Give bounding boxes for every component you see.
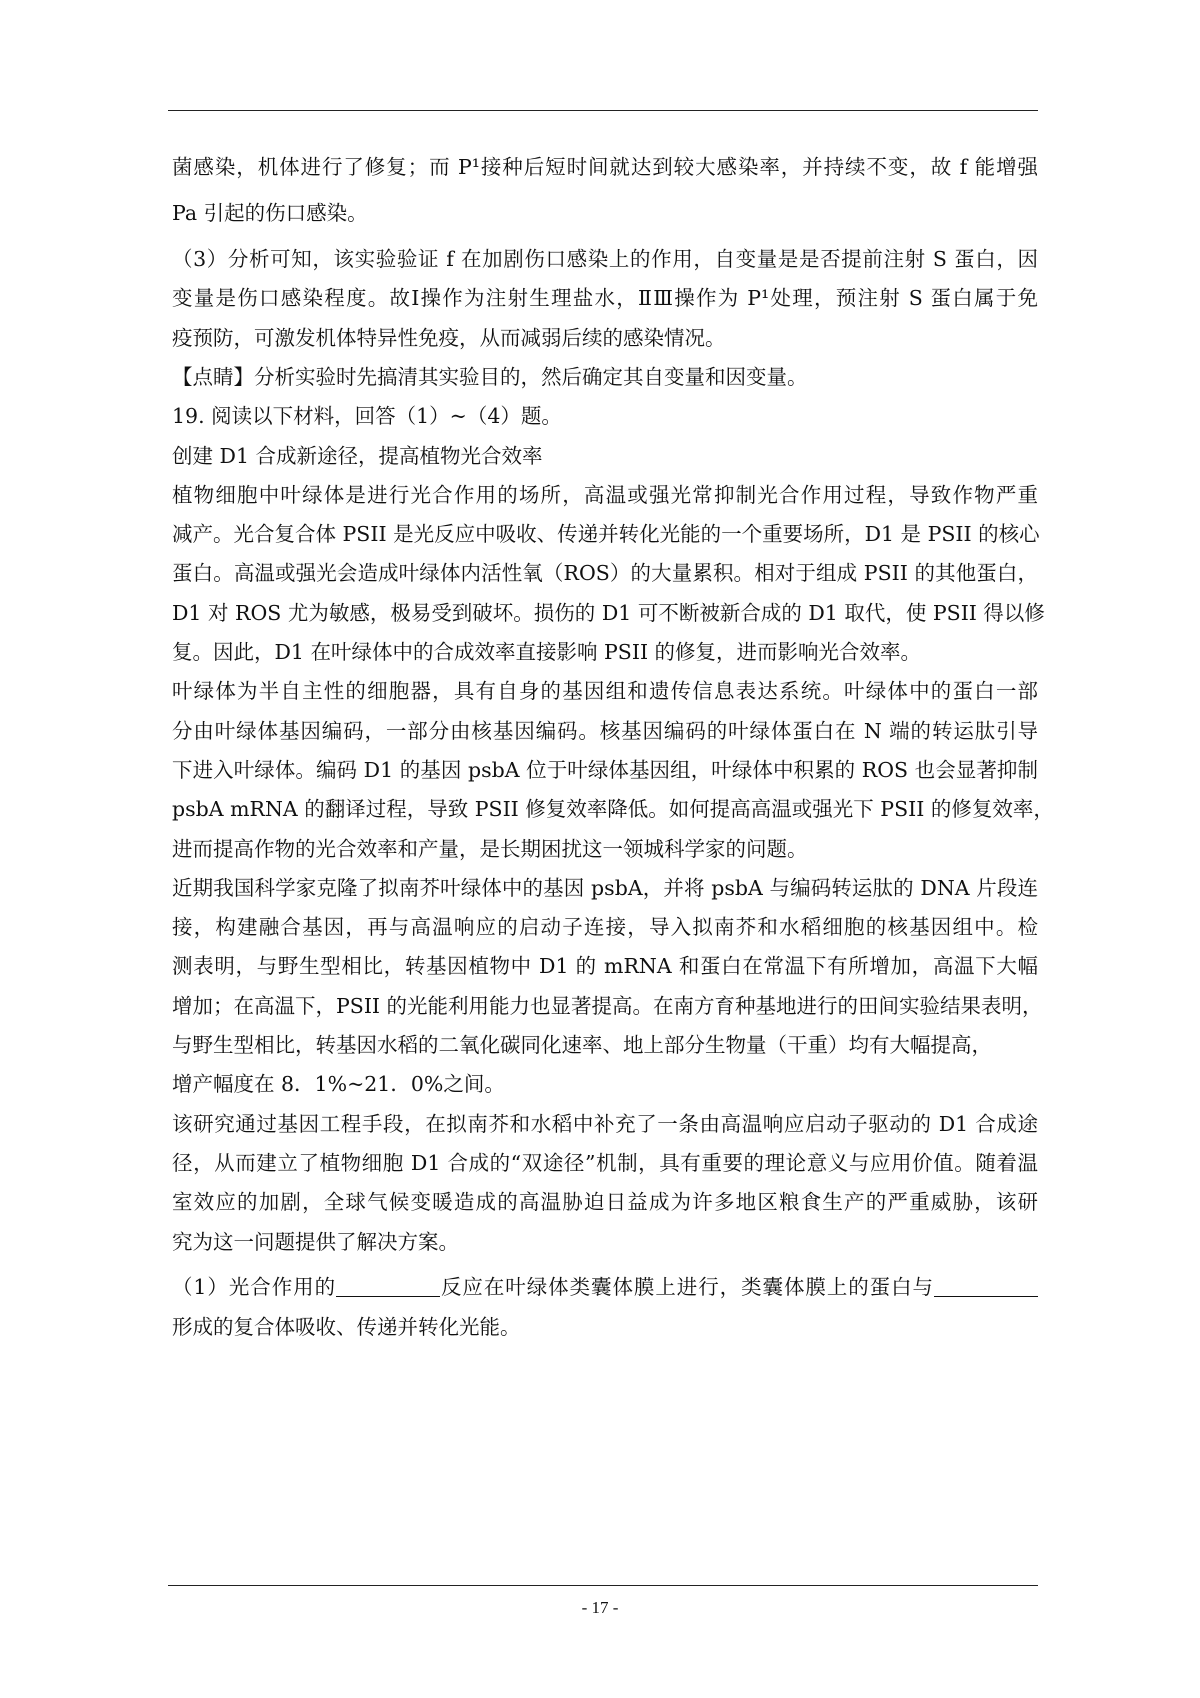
- header-rule: [168, 110, 1038, 111]
- text-line: Pa 引起的伤口感染。: [172, 201, 368, 225]
- text-line: 植物细胞中叶绿体是进行光合作用的场所，高温或强光常抑制光合作用过程，导致作物严重: [172, 482, 1038, 507]
- text-line: 测表明，与野生型相比，转基因植物中 D1 的 mRNA 和蛋白在常温下有所增加，高温下大幅: [172, 954, 1038, 979]
- answer-blank-1[interactable]: [336, 1274, 440, 1297]
- text-line: D1 对 ROS 尤为敏感，极易受到破坏。损伤的 D1 可不断被新合成的 D1 取代，使 PSII 得以修: [172, 600, 1045, 625]
- text-line: 变量是伤口感染程度。故Ⅰ操作为注射生理盐水，ⅡⅢ操作为 P¹处理，预注射 S 蛋白属于免: [172, 286, 1038, 311]
- text-line: 该研究通过基因工程手段，在拟南芥和水稻中补充了一条由高温响应启动子驱动的 D1 合成途: [172, 1111, 1038, 1136]
- text-line: 菌感染，机体进行了修复；而 P¹接种后短时间就达到较大感染率，并持续不变，故 f 能增强: [172, 155, 1038, 179]
- text-line: 减产。光合复合体 PSII 是光反应中吸收、传递并转化光能的一个重要场所，D1 是 PSII 的核心: [172, 522, 1040, 547]
- text-line: 近期我国科学家克隆了拟南芥叶绿体中的基因 psbA，并将 psbA 与编码转运肽的 DNA 片段连: [172, 875, 1038, 900]
- text-line: 与野生型相比，转基因水稻的二氧化碳同化速率、地上部分生物量（干重）均有大幅提高，: [172, 1033, 992, 1057]
- text-line: 径，从而建立了植物细胞 D1 合成的“双途径”机制，具有重要的理论意义与应用价值。随着温: [172, 1150, 1038, 1175]
- text-line: 复。因此，D1 在叶绿体中的合成效率直接影响 PSII 的修复，进而影响光合效率。: [172, 640, 922, 664]
- footer-rule: [168, 1585, 1038, 1586]
- page-number: - 17 -: [581, 1598, 619, 1617]
- text-line: 增加；在高温下，PSII 的光能利用能力也显著提高。在南方育种基地进行的田间实验结果表明，: [172, 993, 1043, 1018]
- text-line: 叶绿体为半自主性的细胞器，具有自身的基因组和遗传信息表达系统。叶绿体中的蛋白一部: [172, 679, 1038, 704]
- text-line: （3）分析可知，该实验验证 f 在加剧伤口感染上的作用，自变量是是否提前注射 S 蛋白，因: [172, 247, 1038, 271]
- text-line: 增产幅度在 8．1%~21．0%之间。: [172, 1072, 505, 1097]
- question-1-text-a: （1）光合作用的: [172, 1275, 337, 1299]
- text-line: 下进入叶绿体。编码 D1 的基因 psbA 位于叶绿体基因组，叶绿体中积累的 ROS 也会显著抑制: [172, 757, 1038, 782]
- text-line: psbA mRNA 的翻译过程，导致 PSII 修复效率降低。如何提高高温或强光下 PSII 的修复效率，: [172, 797, 1054, 822]
- text-line: 究为这一问题提供了解决方案。: [172, 1229, 459, 1254]
- question-1-text-b: 反应在叶绿体类囊体膜上进行，类囊体膜上的蛋白与: [440, 1275, 934, 1299]
- text-line: 疫预防，可激发机体特异性免疫，从而减弱后续的感染情况。: [172, 325, 726, 350]
- question-1-line-1: [172, 1267, 1038, 1307]
- text-line: 【点睛】分析实验时先搞清其实验目的，然后确定其自变量和因变量。: [172, 364, 808, 389]
- text-line: 接，构建融合基因，再与高温响应的启动子连接，导入拟南芥和水稻细胞的核基因组中。检: [172, 915, 1038, 940]
- text-line: 蛋白。高温或强光会造成叶绿体内活性氧（ROS）的大量累积。相对于组成 PSII 的其他蛋白，: [172, 561, 1038, 586]
- text-line: 分由叶绿体基因编码，一部分由核基因编码。核基因编码的叶绿体蛋白在 N 端的转运肽引导: [172, 718, 1038, 743]
- text-line: 19. 阅读以下材料，回答（1）~（4）题。: [172, 404, 562, 429]
- text-line: 进而提高作物的光合效率和产量，是长期困扰这一领城科学家的问题。: [172, 836, 808, 861]
- question-1-line-2: 形成的复合体吸收、传递并转化光能。: [172, 1315, 521, 1339]
- answer-blank-2[interactable]: [934, 1274, 1038, 1297]
- text-line: 室效应的加剧，全球气候变暖造成的高温胁迫日益成为许多地区粮食生产的严重威胁，该研: [172, 1190, 1038, 1215]
- text-line: 创建 D1 合成新途径，提高植物光合效率: [172, 443, 543, 468]
